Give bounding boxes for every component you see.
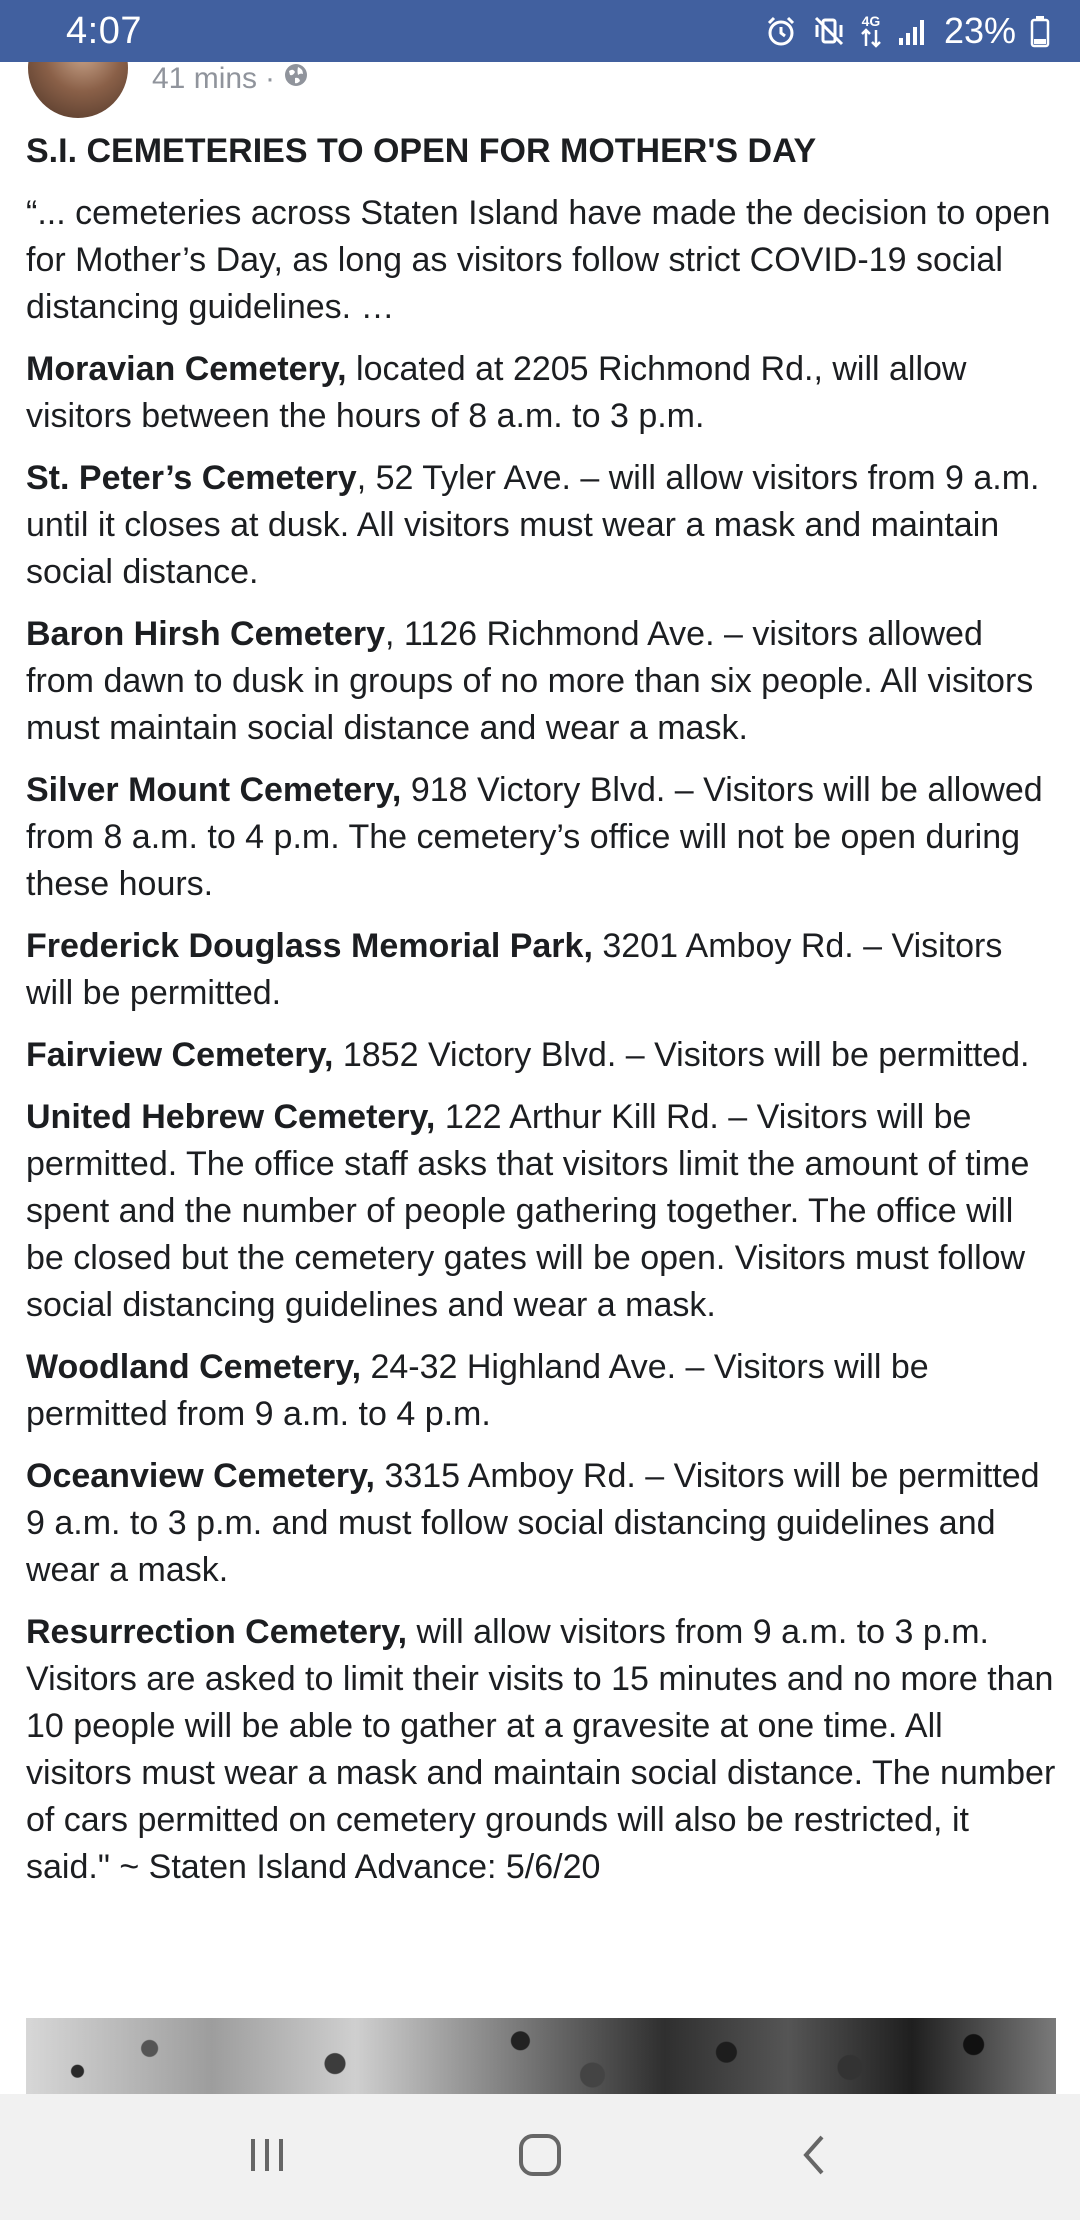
avatar[interactable]: [28, 62, 128, 118]
cemetery-name: St. Peter’s Cemetery: [26, 459, 357, 497]
cemetery-name: Oceanview Cemetery,: [26, 1457, 375, 1495]
cemetery-details: 1852 Victory Blvd. – Visitors will be permitted.: [333, 1036, 1030, 1074]
post-header: [0, 62, 1080, 122]
recent-apps-button[interactable]: [222, 2112, 312, 2202]
cemetery-details: , 1126 Richmond Ave. – visitors allowed from dawn to dusk in groups of no more than six people. All visitors must maintain social distance and wear a mask.: [26, 615, 1034, 747]
meta-separator: ·: [265, 62, 276, 95]
post-title: S.I. CEMETERIES TO OPEN FOR MOTHER'S DAY: [26, 132, 817, 170]
post-intro: “... cemeteries across Staten Island have made the decision to open for Mother’s Day, as long as visitors follow strict COVID-19 social distancing guidelines. …: [26, 194, 1051, 326]
cemetery-name: Silver Mount Cemetery,: [26, 771, 402, 809]
cemetery-entry: [26, 923, 1056, 1017]
post-body: [26, 128, 1056, 1906]
vibrate-icon: [812, 14, 846, 48]
status-icons: [764, 10, 1050, 52]
photo-image: [26, 2018, 1056, 2094]
data-arrows-icon: [860, 14, 882, 48]
cemetery-entry: [26, 611, 1056, 752]
signal-icon: [896, 14, 930, 48]
cemetery-entry: [26, 455, 1056, 596]
alarm-icon: [764, 14, 798, 48]
cemetery-name: Baron Hirsh Cemetery: [26, 615, 386, 653]
cemetery-name: United Hebrew Cemetery,: [26, 1098, 436, 1136]
navigation-bar: [0, 2094, 1080, 2220]
post-photo[interactable]: [26, 2018, 1056, 2094]
back-button[interactable]: [768, 2112, 858, 2202]
cemetery-details: 3315 Amboy Rd. – Visitors will be permitted 9 a.m. to 3 p.m. and must follow social distancing guidelines and wear a mask.: [26, 1457, 1040, 1589]
back-icon: [798, 2133, 828, 2182]
globe-icon: [283, 62, 309, 96]
recent-apps-icon: [245, 2135, 289, 2180]
status-time: 4:07: [66, 9, 142, 52]
battery-percent: 23%: [943, 10, 1016, 51]
post-time[interactable]: 41 mins: [152, 62, 258, 95]
cemetery-details: 122 Arthur Kill Rd. – Visitors will be permitted. The office staff asks that visitors limit the amount of time spent and the number of people gathering together. The office will be closed but the cemetery gates will be open. Visitors must follow social distancing guidelines and wear a mask.: [26, 1098, 1030, 1324]
cemetery-entry: [26, 767, 1056, 908]
home-icon: [517, 2132, 563, 2183]
cemetery-details: will allow visitors from 9 a.m. to 3 p.m. Visitors are asked to limit their visits to 15 minutes and no more than 10 people will be able to gather at a gravesite at one time. All visitors must wear a mask and maintain social distance. The number of cars permitted on cemetery grounds will also be restricted, it said." ~ Staten Island Advance: 5/6/20: [26, 1613, 1056, 1886]
cemetery-details: 918 Victory Blvd. – Visitors will be allowed from 8 a.m. to 4 p.m. The cemetery’s office will not be open during these hours.: [26, 771, 1043, 903]
status-bar: [0, 0, 1080, 62]
cemetery-entry: [26, 1609, 1056, 1891]
post-meta: [152, 62, 309, 96]
cemetery-entry: [26, 1094, 1056, 1329]
cemetery-entry: [26, 1344, 1056, 1438]
cemetery-entry: [26, 1453, 1056, 1594]
cemetery-name: Woodland Cemetery,: [26, 1348, 362, 1386]
cemetery-details: 3201 Amboy Rd. – Visitors will be permitted.: [26, 927, 1003, 1012]
cemetery-name: Fairview Cemetery,: [26, 1036, 334, 1074]
cemetery-details: 24-32 Highland Ave. – Visitors will be permitted from 9 a.m. to 4 p.m.: [26, 1348, 929, 1433]
cemetery-name: Frederick Douglass Memorial Park,: [26, 927, 593, 965]
home-button[interactable]: [495, 2112, 585, 2202]
cemetery-details: , 52 Tyler Ave. – will allow visitors from 9 a.m. until it closes at dusk. All visitors must wear a mask and maintain social distance.: [26, 459, 1040, 591]
battery-icon: [1030, 14, 1050, 48]
cemetery-name: Moravian Cemetery,: [26, 350, 347, 388]
cemetery-entry: [26, 1032, 1056, 1079]
network-label: 4G: [861, 13, 881, 29]
cemetery-details: located at 2205 Richmond Rd., will allow visitors between the hours of 8 a.m. to 3 p.m.: [26, 350, 967, 435]
cemetery-name: Resurrection Cemetery,: [26, 1613, 408, 1651]
cemetery-entry: [26, 346, 1056, 440]
